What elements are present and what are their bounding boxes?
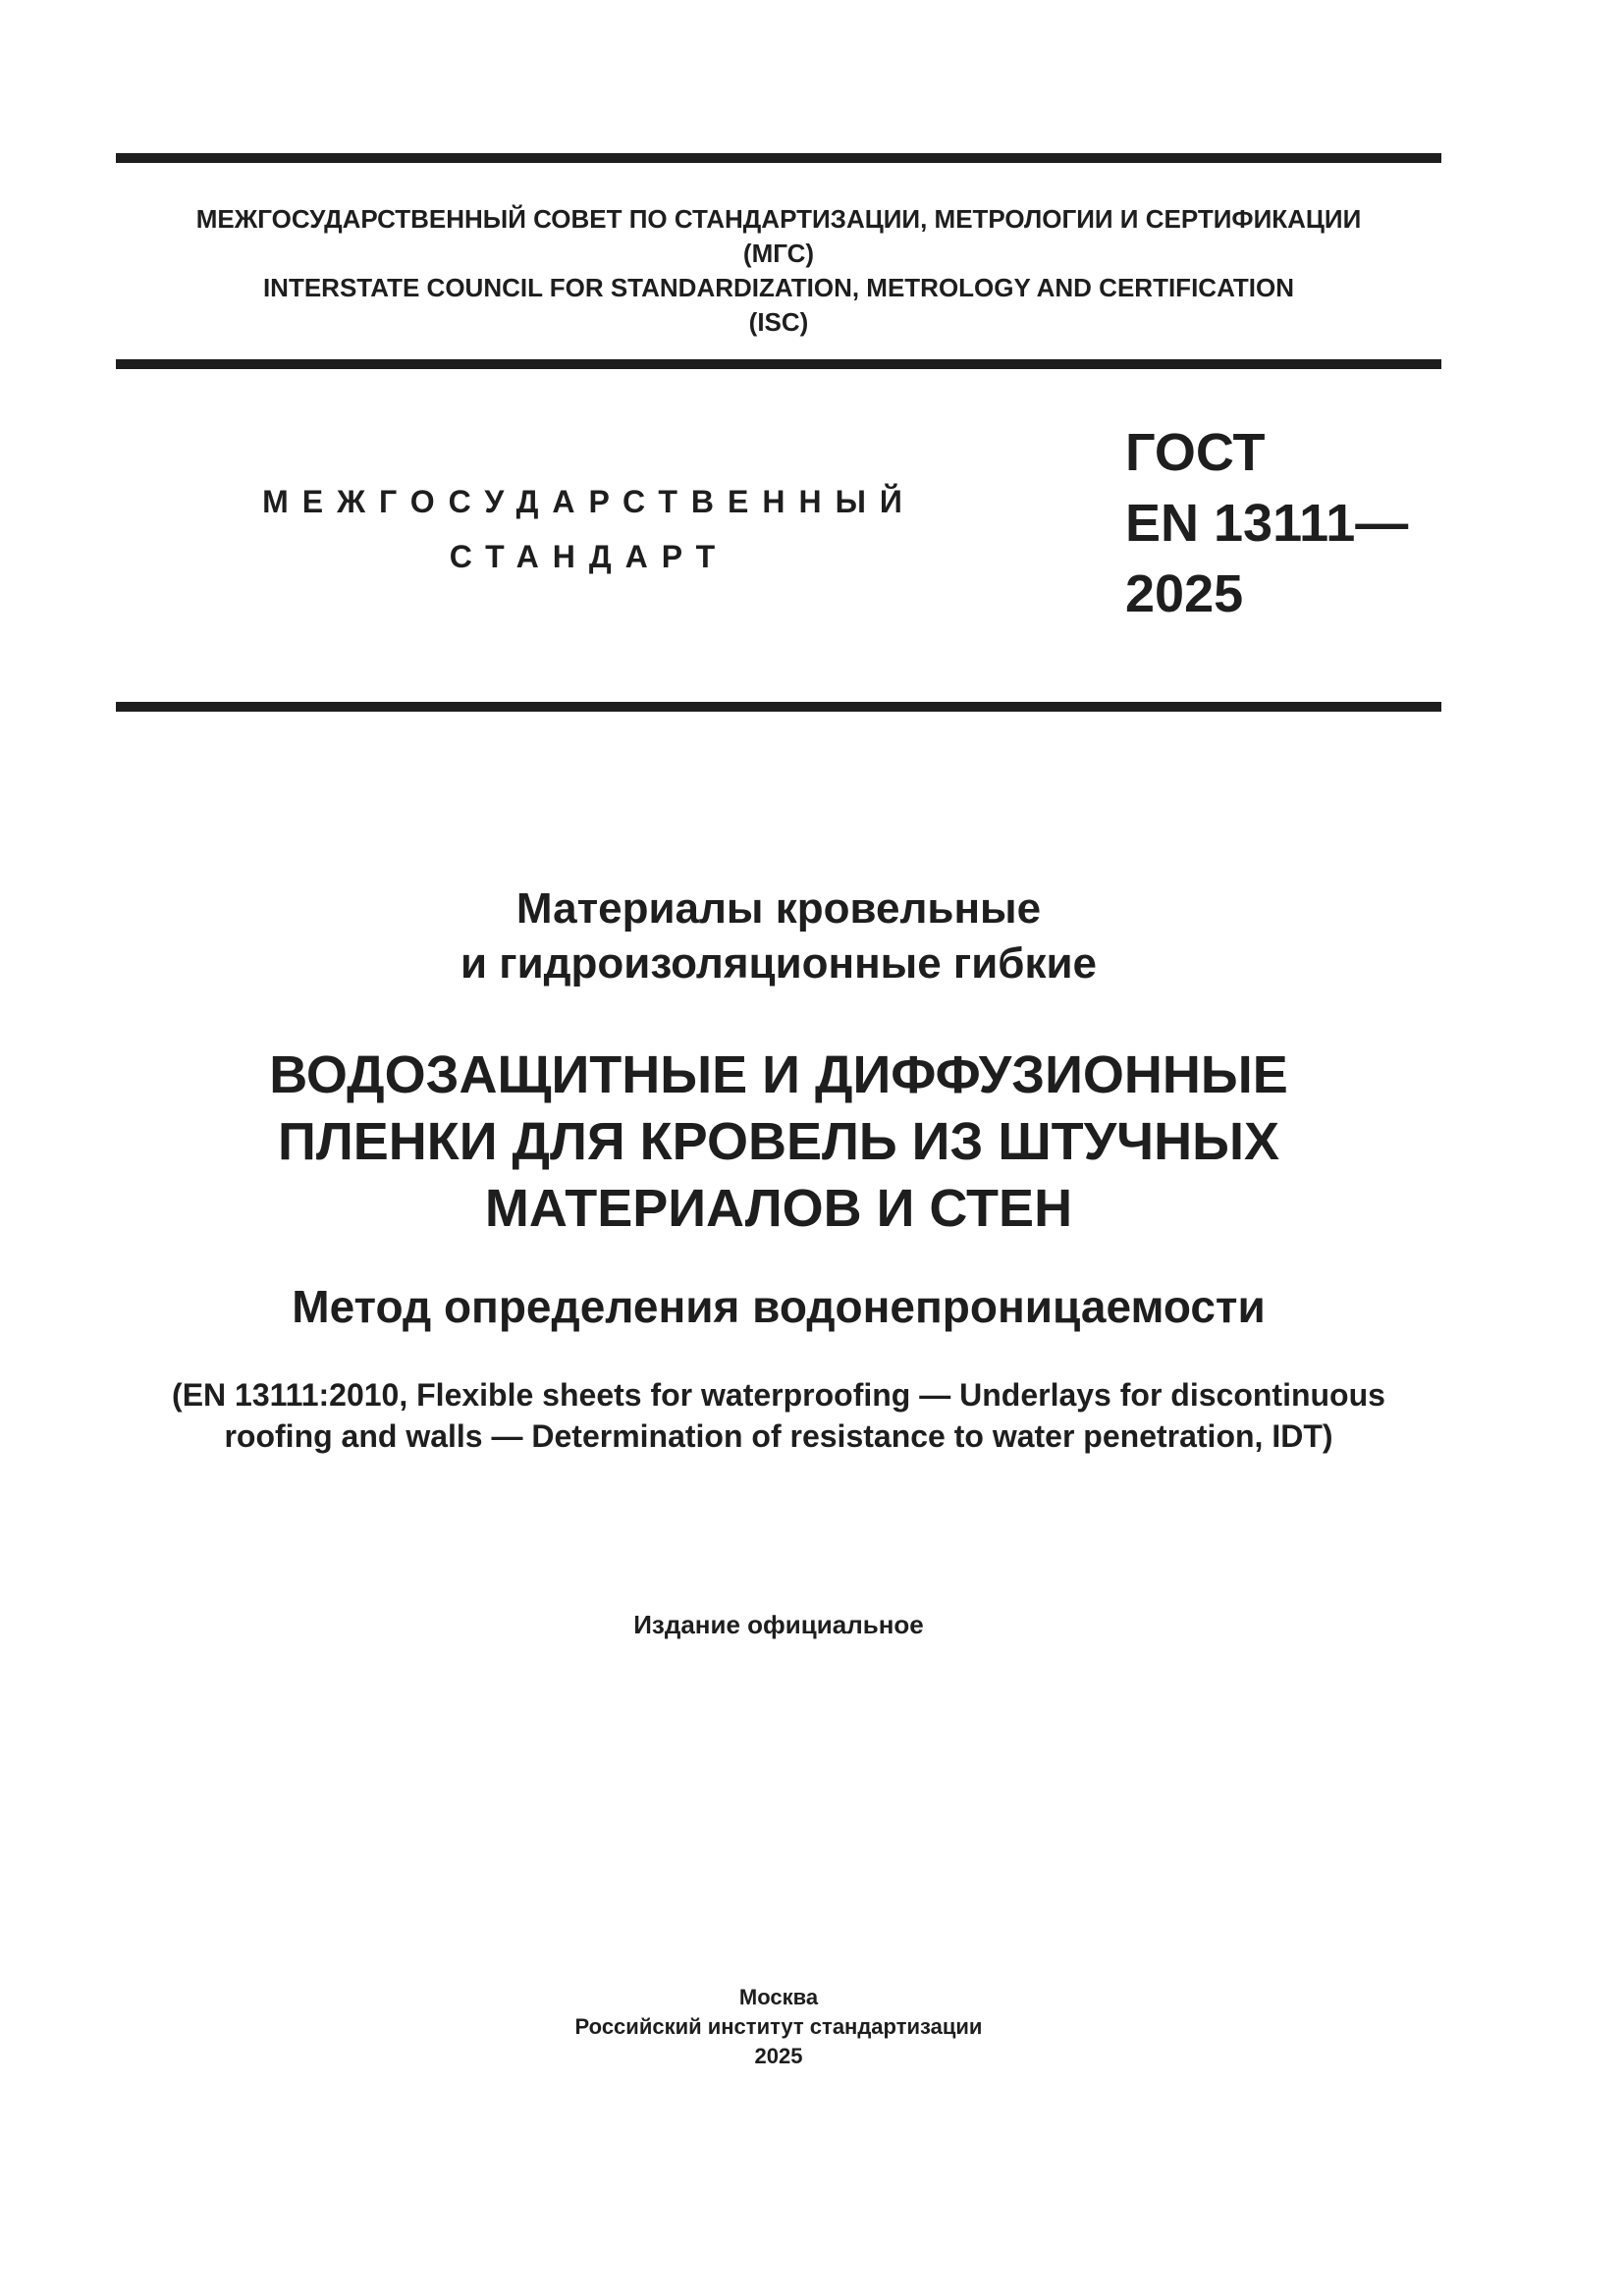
title-group-line-1: Материалы кровельные <box>515 884 1042 933</box>
english-reference-line-1: (EN 13111:2010, Flexible sheets for waterproofing — Underlays for discontinuous <box>172 1377 1385 1413</box>
main-title <box>116 1041 1441 1242</box>
title-group-line-2: и гидроизоляционные гибкие <box>460 939 1098 988</box>
designation-prefix: ГОСТ <box>1125 423 1266 482</box>
main-title-line-2: ПЛЕНКИ ДЛЯ КРОВЕЛЬ ИЗ ШТУЧНЫХ <box>278 1112 1279 1171</box>
council-name-ru: МЕЖГОСУДАРСТВЕННЫЙ СОВЕТ ПО СТАНДАРТИЗАЦИИ, МЕТРОЛОГИИ И СЕРТИФИКАЦИИ <box>195 204 1362 234</box>
designation-number: EN 13111— <box>1125 494 1409 553</box>
method-title-text: Метод определения водонепроницаемости <box>292 1281 1266 1332</box>
header-divider <box>116 359 1441 369</box>
council-header <box>116 202 1441 340</box>
standard-designation <box>1125 417 1408 629</box>
top-rule <box>116 153 1441 163</box>
council-abbr-en: (ISC) <box>748 307 809 337</box>
standard-type-line-1: МЕЖГОСУДАРСТВЕННЫЙ <box>262 484 916 519</box>
designation-year: 2025 <box>1125 564 1244 623</box>
standard-type-line-2: СТАНДАРТ <box>449 539 730 574</box>
council-name-en: INTERSTATE COUNCIL FOR STANDARDIZATION, METROLOGY AND CERTIFICATION <box>262 273 1295 302</box>
method-title <box>116 1278 1441 1335</box>
designation-divider <box>116 702 1441 712</box>
edition-text: Издание официальное <box>633 1610 924 1639</box>
imprint-publisher: Российский институт стандартизации <box>574 2014 983 2039</box>
imprint-year: 2025 <box>754 2044 803 2068</box>
title-group <box>116 881 1441 991</box>
imprint <box>116 1983 1441 2071</box>
standard-type <box>245 474 933 584</box>
main-title-line-3: МАТЕРИАЛОВ И СТЕН <box>484 1179 1073 1238</box>
main-title-line-1: ВОДОЗАЩИТНЫЕ И ДИФФУЗИОННЫЕ <box>269 1045 1288 1104</box>
council-abbr-ru: (МГС) <box>742 239 815 268</box>
english-reference-line-2: roofing and walls — Determination of resistance to water penetration, IDT) <box>224 1418 1333 1454</box>
english-reference <box>116 1374 1441 1457</box>
imprint-city: Москва <box>738 1985 819 2009</box>
edition-note <box>116 1608 1441 1641</box>
